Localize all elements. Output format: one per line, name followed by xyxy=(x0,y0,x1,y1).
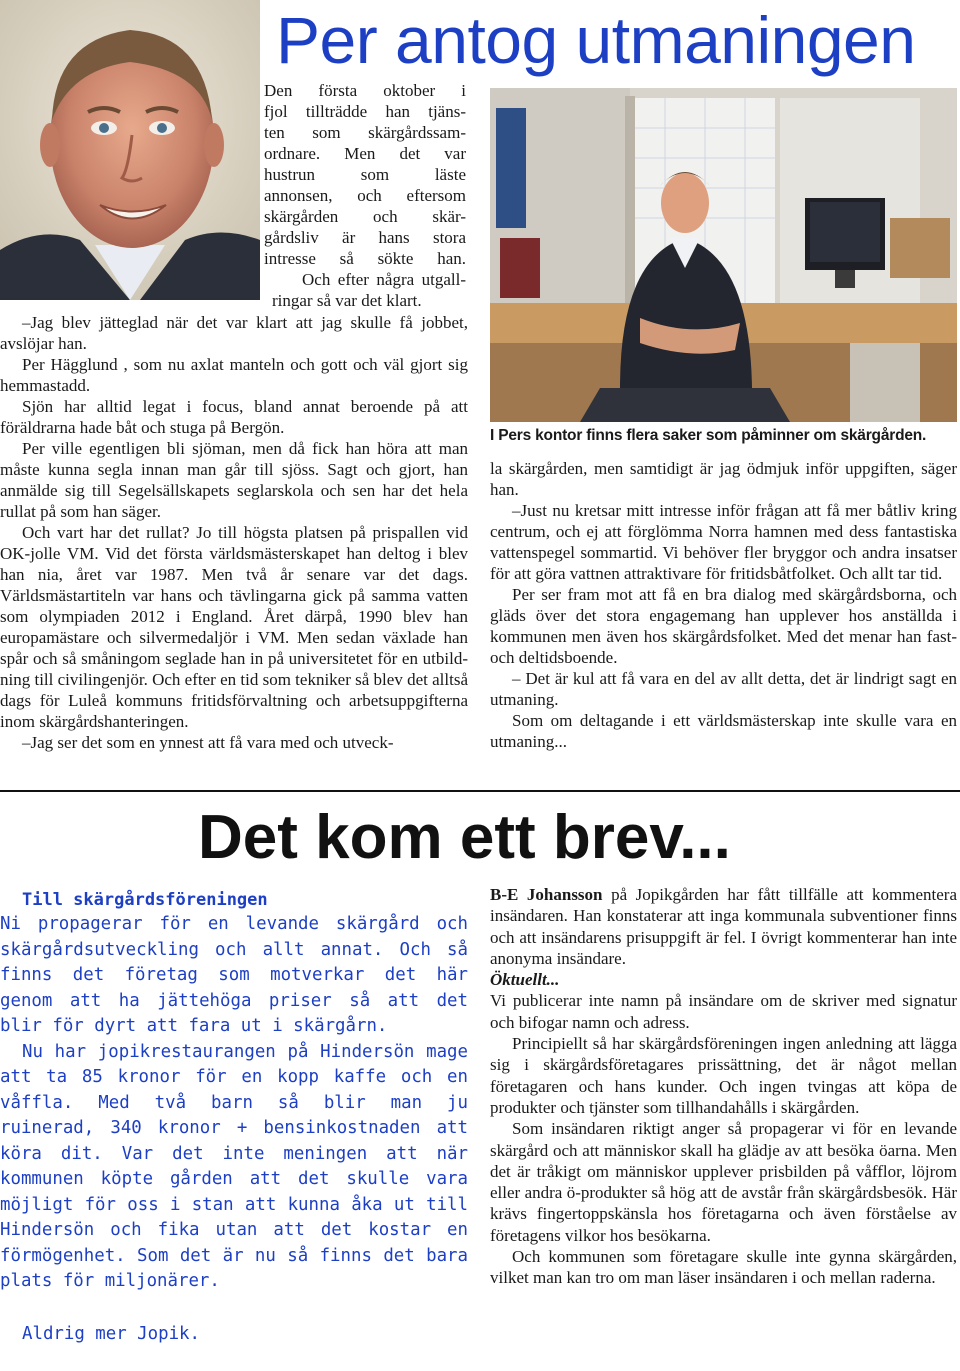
body-paragraph: la skärgården, men samtidigt är jag ödmjuk inför uppgiften, säger han. xyxy=(490,459,957,499)
article-body-left xyxy=(0,312,468,753)
body-paragraph: –Jag ser det som en ynnest att få vara med och utveck- xyxy=(22,733,394,752)
article-body-right xyxy=(490,458,957,752)
intro-line: hustrun som läste xyxy=(264,165,466,184)
intro-line: gårdsliv är hans stora xyxy=(264,228,466,247)
office-photo xyxy=(490,88,957,422)
body-paragraph: –Just nu kretsar mitt intresse inför frågan att få mer båtliv kring centrum, och ej att förglömma Norra hamnen med dess fantastiska vattenspegel sommartid. Vi behöver fler bryggor och andra insatser för att göra vattnen attraktivare för fritidsbåtfolket. Och allt tar tid. xyxy=(490,501,957,583)
reader-letter xyxy=(0,888,468,1344)
reply-paragraph: Principiellt så har skärgårdsföreningen ingen anledning att lägga sig i skärgårdsföretagares prissättning, det är något mellan företagaren och hans kunder. Och ingen tvingas att köpa de produkter och tjänster som tillhandahålls i skärgården. xyxy=(490,1034,957,1117)
reply-intro-text: på Jopikgården har fått tillfälle att kommentera insändaren. Han konstaterar att inga kommunala subventioner finns och att insändarens prisuppgift är fel. I övrigt kommenterar han inte anonyma insändare. xyxy=(490,885,957,968)
intro-line: Och efter några utgall- xyxy=(302,270,466,289)
body-paragraph: –Jag blev jätteglad när det var klart att jag skulle få jobbet, avslöjar han. xyxy=(0,313,468,353)
reply-author: B-E Johansson xyxy=(490,885,603,904)
body-paragraph: Som om deltagande i ett världsmästerskap inte skulle vara en utmaning... xyxy=(490,711,957,751)
body-paragraph: Per Hägglund , som nu axlat manteln och gott och väl gjort sig hemmastadd. xyxy=(0,355,468,395)
letter-signature: Aldrig mer Jopik. xyxy=(22,1324,200,1344)
body-paragraph: Per ser fram mot att få en bra dialog med skärgårdsborna, och gläds över det stora engagemang han upplever hos anställda i kommunen men även hos skärgårdsfolket. Med det menar han fast- och deltidsboende. xyxy=(490,585,957,667)
letter-paragraph: Nu har jopikrestaurangen på Hindersön mage att ta 85 kronor för en kopp kaffe och en våffla. Med två barn så blir man ju ruinerad, 340 kronor + bensinkostnaden att köra dit. Var det inte meningen att när kommunen köpte gården att det skulle vara möjligt för oss i stan att kunna åka ut till Hindersön och fika utan att det kostar en förmögenhet. Som det är nu så finns det bara plats för miljonärer. xyxy=(0,1041,468,1291)
photo-caption: I Pers kontor finns flera saker som påminner om skärgården. xyxy=(490,427,927,444)
intro-line: skärgården och skär- xyxy=(264,207,466,226)
intro-line: Den första oktober i xyxy=(264,81,466,100)
reply-intro xyxy=(490,884,957,969)
body-paragraph: Och vart har det rullat? Jo till högsta platsen på prispallen vid OK-jolle VM. Vid det första världsmästerskapet han deltog i blev han nia, året var 1987. Men två år senare var det dags. Världsmästartiteln var hans och tävlingarna gick på samma vatten som olympiaden 2012 i England. Året därpå, 1990 blev han europamästare och silvermedaljör i VM. Men sedan växlade han spår och så småningom seglade han in på universitetet för en utbildning till civilingenjör. Och efter en tid som tekniker så blev det alltså dags för Luleå kommuns fritidsförvaltning och arbetsuppgifterna inom skärgårdshanteringen. xyxy=(0,523,468,731)
portrait-photo xyxy=(0,0,260,300)
body-paragraph: – Det är kul att få vara en del av allt detta, det är lindrigt sagt en utmaning. xyxy=(490,669,957,709)
body-paragraph: Sjön har alltid legat i focus, bland annat beroende på att föräldrarna hade båt och stuga på Bergön. xyxy=(0,397,468,437)
article-headline: Per antog utmaningen xyxy=(276,3,916,77)
body-paragraph: Per ville egentligen bli sjöman, men då fick han höra att man måste kunna segla innan man går till sjöss. Sagt och gjort, han anmälde sig till Segelsällskapets seglarskola och sen har det hela rullat på som han säger. xyxy=(0,439,468,521)
letter-reply xyxy=(490,884,957,1289)
reply-paragraph: Vi publicerar inte namn på insändare om de skriver med signatur och bifogar namn och adress. xyxy=(490,991,957,1032)
reply-paragraph: Som insändaren riktigt anger så propagerar vi för en levande skärgård och att människor skall ha glädje av att besöka öarna. Men det är tråkigt om människor upplever prisbilden på våfflor, löjrom eller andra ö-produkter så hög att de avstår från skärgårdsbesök. Här krävs fingertoppskänsla hos företagarna och även förståelse av företagens vilkor hos besökarna. xyxy=(490,1119,957,1245)
letter-headline: Det kom ett brev... xyxy=(198,803,731,872)
intro-line: ringar så var det klart. xyxy=(272,291,422,310)
intro-line: ordnare. Men det var xyxy=(264,144,466,163)
reply-subheading: Öktuellt... xyxy=(490,970,560,990)
intro-line: annonsen, och eftersom xyxy=(264,186,466,205)
section-divider xyxy=(0,790,960,792)
intro-line: intresse så sökte han. xyxy=(264,249,466,268)
letter-heading: Till skärgårdsföreningen xyxy=(22,890,268,910)
intro-line: ten som skärgårdssam- xyxy=(264,123,466,142)
article-intro xyxy=(264,80,466,311)
reply-paragraph: Och kommunen som företagare skulle inte gynna skärgården, vilket man kan tro om man läser insändaren i och mellan raderna. xyxy=(490,1247,957,1288)
letter-paragraph: Ni propagerar för en levande skärgård och skärgårdsutveckling och allt annat. Och så finns det företag som motverkar det här genom att ha jättehöga priser så att det blir för dyrt att fara ut i skärgårn. xyxy=(0,914,468,1036)
intro-line: fjol tillträdde han tjäns- xyxy=(264,102,466,121)
